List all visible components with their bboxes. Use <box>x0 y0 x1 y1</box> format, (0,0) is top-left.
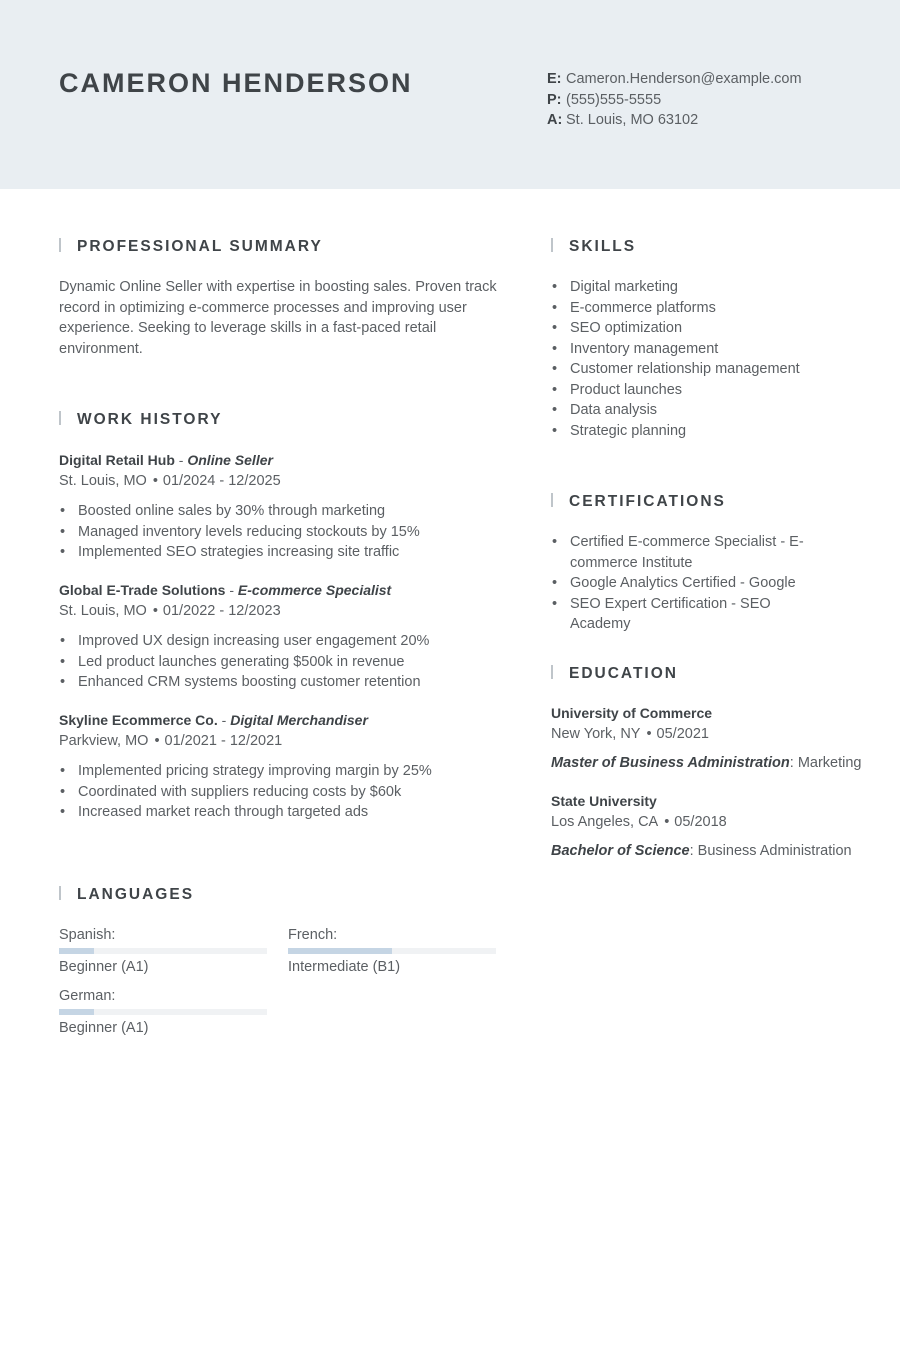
language-item <box>288 925 496 977</box>
language-proficiency-fill <box>59 1009 94 1015</box>
education-school: University of Commerce <box>551 705 713 721</box>
work-history-heading <box>59 411 222 429</box>
skill-item: • E-commerce platforms <box>551 298 871 319</box>
contact-block <box>547 69 802 131</box>
list-item: • Enhanced CRM systems boosting customer retention <box>59 672 499 693</box>
job-entry-3 <box>59 710 499 823</box>
list-item: • Led product launches generating $500k in revenue <box>59 652 499 673</box>
contact-phone-value: (555)555-5555 <box>566 91 662 108</box>
language-proficiency-bar <box>59 948 267 954</box>
education-degree-line: Master of Business Administration: Marketing <box>551 755 862 771</box>
job-location: St. Louis, MO <box>59 472 147 489</box>
job-title-line: Global E-Trade Solutions - E-commerce Specialist <box>59 582 392 598</box>
language-item <box>59 986 267 1038</box>
language-name: Spanish: <box>59 927 116 943</box>
skills-heading-text: SKILLS <box>569 238 637 255</box>
skill-item: • Strategic planning <box>551 421 871 442</box>
heading-marker <box>551 665 553 679</box>
language-name: German: <box>59 988 116 1004</box>
education-meta: New York, NY • 05/2021 <box>551 725 709 742</box>
language-level: Beginner (A1) <box>59 1020 149 1036</box>
summary-text: Dynamic Online Seller with expertise in boosting sales. Proven track record in optimizing e-commerce processes and improving user experience. Seeking to leverage skills in a fast-paced retail environment. <box>59 279 497 357</box>
job-title-line: Digital Retail Hub - Online Seller <box>59 452 273 468</box>
heading-marker <box>59 886 61 900</box>
education-entry-1 <box>551 703 871 774</box>
heading-marker <box>59 411 61 425</box>
skill-item: • Product launches <box>551 380 871 401</box>
education-location: Los Angeles, CA <box>551 813 659 830</box>
language-proficiency-fill <box>288 948 392 954</box>
skills-list <box>551 277 871 441</box>
job-entry-1 <box>59 450 499 563</box>
contact-email-key: E: <box>547 71 562 87</box>
contact-phone-key: P: <box>547 91 562 108</box>
heading-marker <box>551 493 553 507</box>
education-meta: Los Angeles, CA • 05/2018 <box>551 813 727 830</box>
education-degree-line: Bachelor of Science: Business Administration <box>551 843 852 859</box>
language-proficiency-fill <box>59 948 94 954</box>
languages-heading <box>59 886 194 904</box>
certification-item: • Google Analytics Certified - Google <box>551 573 811 594</box>
skill-item: • Customer relationship management <box>551 359 871 380</box>
language-level: Beginner (A1) <box>59 959 149 975</box>
job-company: Global E-Trade Solutions <box>59 582 226 598</box>
education-location: New York, NY <box>551 725 641 742</box>
education-heading <box>551 665 678 683</box>
certifications-heading-text: CERTIFICATIONS <box>569 493 726 510</box>
job-company: Skyline Ecommerce Co. <box>59 712 218 728</box>
heading-marker <box>59 238 61 252</box>
certifications-list <box>551 532 871 635</box>
job-bullets <box>59 761 499 823</box>
heading-marker <box>551 238 553 252</box>
certification-item: • SEO Expert Certification - SEO Academy <box>551 594 811 635</box>
contact-phone <box>547 90 802 111</box>
list-item: • Coordinated with suppliers reducing costs by $60k <box>59 782 499 803</box>
education-field: Marketing <box>797 755 862 771</box>
contact-address <box>547 110 802 131</box>
education-date: 05/2018 <box>674 813 727 830</box>
job-bullets <box>59 501 499 563</box>
contact-email-value[interactable]: Cameron.Henderson@example.com <box>566 71 802 87</box>
languages-heading-text: LANGUAGES <box>77 886 195 903</box>
language-proficiency-bar <box>59 1009 267 1015</box>
skill-item: • Data analysis <box>551 400 871 421</box>
education-entry-2 <box>551 791 871 862</box>
job-dates: 01/2021 - 12/2021 <box>164 732 283 749</box>
job-bullets <box>59 631 499 693</box>
summary-heading-text: PROFESSIONAL SUMMARY <box>77 238 323 255</box>
job-dates: 01/2024 - 12/2025 <box>162 472 281 489</box>
job-entry-2 <box>59 580 499 693</box>
education-heading-text: EDUCATION <box>569 665 678 682</box>
job-meta: St. Louis, MO • 01/2024 - 12/2025 <box>59 472 281 489</box>
job-location: Parkview, MO <box>59 732 149 749</box>
job-title-line: Skyline Ecommerce Co. - Digital Merchandiser <box>59 712 368 728</box>
job-company: Digital Retail Hub <box>59 452 175 468</box>
contact-address-value: St. Louis, MO 63102 <box>566 112 699 128</box>
skill-item: • Inventory management <box>551 339 871 360</box>
list-item: • Improved UX design increasing user engagement 20% <box>59 631 499 652</box>
education-field: Business Administration <box>697 843 852 859</box>
contact-address-key: A: <box>547 112 563 128</box>
education-date: 05/2021 <box>656 725 709 742</box>
list-item: • Implemented SEO strategies increasing site traffic <box>59 542 499 563</box>
job-meta: Parkview, MO • 01/2021 - 12/2021 <box>59 732 283 749</box>
skill-item: • Digital marketing <box>551 277 871 298</box>
skills-heading <box>551 238 636 256</box>
language-proficiency-bar <box>288 948 496 954</box>
job-location: St. Louis, MO <box>59 602 147 619</box>
job-dates: 01/2022 - 12/2023 <box>162 602 281 619</box>
list-item: • Boosted online sales by 30% through marketing <box>59 501 499 522</box>
job-meta: St. Louis, MO • 01/2022 - 12/2023 <box>59 602 281 619</box>
work-history-heading-text: WORK HISTORY <box>77 411 223 428</box>
candidate-name: CAMERON HENDERSON <box>59 68 413 98</box>
education-school: State University <box>551 793 657 809</box>
job-role: Online Seller <box>187 452 273 468</box>
language-name: French: <box>288 927 338 943</box>
education-degree: Master of Business Administration <box>551 755 790 771</box>
list-item: • Managed inventory levels reducing stockouts by 15% <box>59 522 499 543</box>
certifications-heading <box>551 493 726 511</box>
list-item: • Implemented pricing strategy improving margin by 25% <box>59 761 499 782</box>
language-item <box>59 925 267 977</box>
education-degree: Bachelor of Science <box>551 843 690 859</box>
contact-email <box>547 69 802 90</box>
certification-item: • Certified E-commerce Specialist - E-commerce Institute <box>551 532 811 573</box>
job-role: Digital Merchandiser <box>230 712 368 728</box>
language-level: Intermediate (B1) <box>288 959 401 975</box>
list-item: • Increased market reach through targeted ads <box>59 802 499 823</box>
summary-heading <box>59 238 323 256</box>
job-role: E-commerce Specialist <box>237 582 392 598</box>
skill-item: • SEO optimization <box>551 318 871 339</box>
